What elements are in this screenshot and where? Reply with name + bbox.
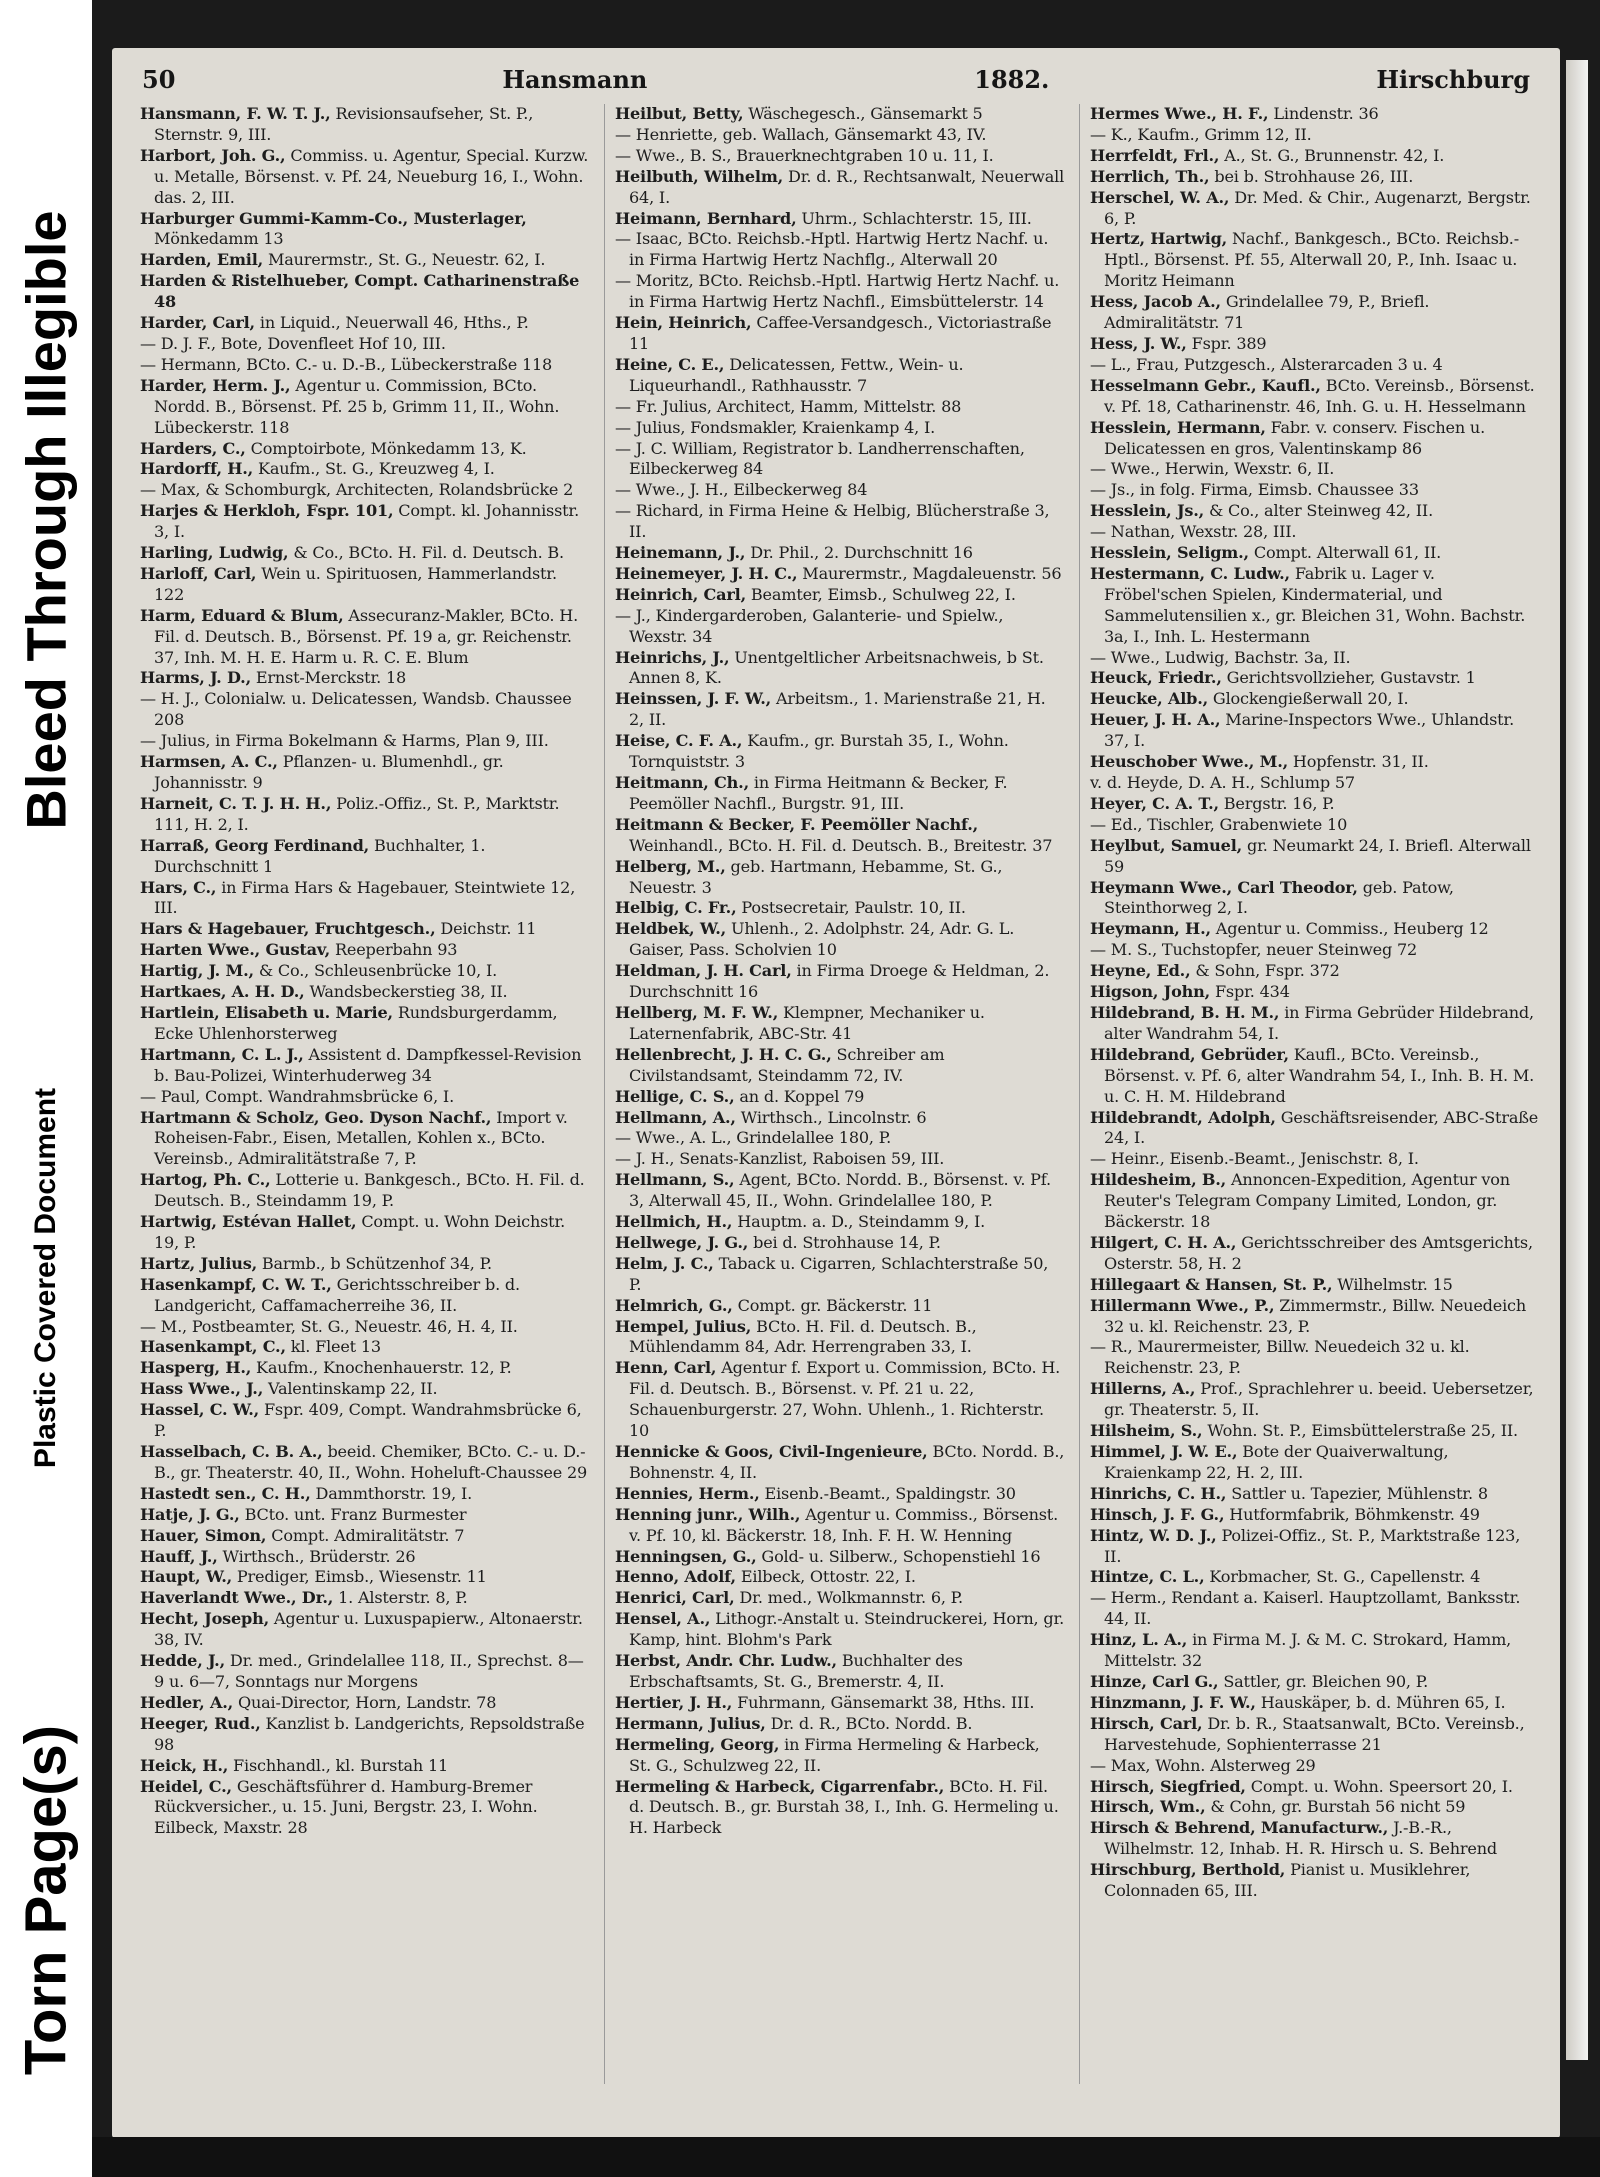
- directory-entry: — Wwe., Herwin, Wexstr. 6, II.: [1090, 459, 1335, 479]
- directory-entry: Heilbuth, Wilhelm, Dr. d. R., Rechtsanwalt, Neuerwall 64, I.: [615, 166, 1065, 207]
- directory-entry: Hermeling & Harbeck, Cigarrenfabr., BCto. H. Fil. d. Deutsch. B., gr. Burstah 38, I., Inh. G. Hermeling u. H. Harbeck: [615, 1776, 1059, 1838]
- directory-entry: — Js., in folg. Firma, Eimsb. Chaussee 33: [1090, 480, 1419, 500]
- directory-entry: Hillerns, A., Prof., Sprachlehrer u. beeid. Uebersetzer, gr. Theaterstr. 5, II.: [1090, 1379, 1534, 1420]
- directory-entry: Harms, J. D., Ernst-Merckstr. 18: [140, 668, 407, 688]
- directory-entry: Hempel, Julius, BCto. H. Fil. d. Deutsch. B., Mühlendamm 84, Adr. Herrengraben 33, I.: [615, 1316, 977, 1357]
- directory-entry: Hansmann, F. W. T. J., Revisionsaufseher, St. P., Sternstr. 9, III.: [140, 104, 534, 144]
- directory-entry: Hennicke & Goos, Civil-Ingenieure, BCto. Nordd. B., Bohnenstr. 4, II.: [615, 1442, 1065, 1482]
- directory-entry: Hartz, Julius, Barmb., b Schützenhof 34, P.: [140, 1253, 492, 1273]
- directory-entry: Harm, Eduard & Blum, Assecuranz-Makler, BCto. H. Fil. d. Deutsch. B., Börsenst. Pf. 19 a, gr. Reichenstr. 37, Inh. M. H. E. Harm u. R. C. E. Blum: [140, 605, 578, 667]
- directory-entry: Heinemeyer, J. H. C., Maurermstr., Magdaleuenstr. 56: [615, 563, 1062, 583]
- directory-entry: — D. J. F., Bote, Dovenfleet Hof 10, III.: [140, 333, 446, 353]
- directory-entry: — Isaac, BCto. Reichsb.-Hptl. Hartwig Hertz Nachf. u. in Firma Hartwig Hertz Nachflg., Alterwall 20: [615, 229, 1049, 270]
- directory-entry: Hatje, J. G., BCto. unt. Franz Burmester: [140, 1504, 467, 1524]
- directory-column-3: [1079, 104, 1540, 2084]
- directory-entry: Heitmann & Becker, F. Peemöller Nachf., Weinhandl., BCto. H. Fil. d. Deutsch. B., Breitestr. 37: [615, 814, 1053, 855]
- directory-entry: Hass Wwe., J., Valentinskamp 22, II.: [140, 1379, 438, 1399]
- directory-entry: Hinrichs, C. H., Sattler u. Tapezier, Mühlenstr. 8: [1090, 1483, 1488, 1503]
- directory-entry: — Richard, in Firma Heine & Helbig, Blücherstraße 3, II.: [615, 501, 1050, 542]
- directory-entry: Hirsch, Carl, Dr. b. R., Staatsanwalt, BCto. Vereinsb., Harvestehude, Sophienterrasse 21: [1090, 1713, 1525, 1754]
- directory-entry: — M., Postbeamter, St. G., Neuestr. 46, H. 4, II.: [140, 1316, 518, 1336]
- directory-entry: — Moritz, BCto. Reichsb.-Hptl. Hartwig Hertz Nachf. u. in Firma Hartwig Hertz Nachfl., Eimsbüttelerstr. 14: [615, 271, 1060, 312]
- directory-entry: Harjes & Herkloh, Fspr. 101, Compt. kl. Johannisstr. 3, I.: [140, 501, 580, 542]
- directory-entry: Harten Wwe., Gustav, Reeperbahn 93: [140, 940, 458, 960]
- directory-entry: Hirsch, Wm., & Cohn, gr. Burstah 56 nicht 59: [1090, 1797, 1466, 1817]
- directory-entry: Heilbut, Betty, Wäschegesch., Gänsemarkt 5: [615, 104, 983, 123]
- directory-entry: Harneit, C. T. J. H. H., Poliz.-Offiz., St. P., Marktstr. 111, H. 2, I.: [140, 793, 560, 834]
- directory-entry: Harders, C., Comptoirbote, Mönkedamm 13, K.: [140, 438, 527, 458]
- directory-entry: Hellmich, H., Hauptm. a. D., Steindamm 9, I.: [615, 1212, 986, 1232]
- directory-entry: Hillegaart & Hansen, St. P., Wilhelmstr. 15: [1090, 1274, 1453, 1294]
- directory-entry: Harden & Ristelhueber, Compt. Catharinenstraße 48: [140, 271, 580, 312]
- page-edge: [1566, 60, 1588, 2060]
- directory-entry: Hirsch & Behrend, Manufacturw., J.-B.-R., Wilhelmstr. 12, Inhab. H. R. Hirsch u. S. Behrend: [1090, 1818, 1497, 1859]
- directory-entry: Hellwege, J. G., bei d. Strohhause 14, P.: [615, 1232, 941, 1252]
- directory-entry: Harmsen, A. C., Pflanzen- u. Blumenhdl., gr. Johannisstr. 9: [140, 752, 504, 792]
- directory-entry: Hartig, J. M., & Co., Schleusenbrücke 10, I.: [140, 961, 498, 981]
- directory-entry: Heldman, J. H. Carl, in Firma Droege & Heldman, 2. Durchschnitt 16: [615, 961, 1050, 1002]
- directory-entry: Hermes Wwe., H. F., Lindenstr. 36: [1090, 104, 1379, 123]
- directory-entry: Hecht, Joseph, Agentur u. Luxuspapierw., Altonaerstr. 38, IV.: [140, 1609, 583, 1650]
- directory-entry: Hildebrand, Gebrüder, Kaufl., BCto. Vereinsb., Börsenst. v. Pf. 6, alter Wandrahm 54, I., Inh. B. H. M. u. C. H. M. Hildebrand: [1090, 1044, 1535, 1106]
- directory-entry: Hess, Jacob A., Grindelallee 79, P., Briefl. Admiralitätstr. 71: [1090, 292, 1430, 333]
- header-left-name: Hansmann: [502, 65, 648, 94]
- page-number: 50: [142, 65, 176, 94]
- directory-entry: Hermann, Julius, Dr. d. R., BCto. Nordd. B.: [615, 1713, 973, 1733]
- bleed-through-illegible-label: Bleed Through Illegible: [14, 210, 78, 830]
- directory-entry: Hilsheim, S., Wohn. St. P., Eimsbüttelerstraße 25, II.: [1090, 1421, 1518, 1441]
- directory-entry: Hartlein, Elisabeth u. Marie, Rundsburgerdamm, Ecke Uhlenhorsterweg: [140, 1002, 558, 1043]
- directory-entry: Helberg, M., geb. Hartmann, Hebamme, St. G., Neuestr. 3: [615, 856, 1003, 897]
- directory-entry: Hellmann, S., Agent, BCto. Nordd. B., Börsenst. v. Pf. 3, Alterwall 45, II., Wohn. Grindelallee 180, P.: [615, 1170, 1051, 1211]
- directory-entry: Hartkaes, A. H. D., Wandsbeckerstieg 38, II.: [140, 982, 508, 1002]
- header-year: 1882.: [974, 65, 1050, 94]
- directory-entry: Hintze, C. L., Korbmacher, St. G., Capellenstr. 4: [1090, 1567, 1481, 1587]
- directory-entry: Hesselmann Gebr., Kaufl., BCto. Vereinsb., Börsenst. v. Pf. 18, Catharinenstr. 46, Inh. G. u. H. Hesselmann: [1090, 375, 1535, 416]
- annotation-sidebar: [0, 0, 92, 2177]
- directory-entry: — R., Maurermeister, Billw. Neuedeich 32 u. kl. Reichenstr. 23, P.: [1090, 1337, 1470, 1378]
- directory-entry: — Fr. Julius, Architect, Hamm, Mittelstr. 88: [615, 396, 962, 416]
- directory-entry: — Max, & Schomburgk, Architecten, Rolandsbrücke 2: [140, 480, 574, 500]
- directory-entry: — Wwe., Ludwig, Bachstr. 3a, II.: [1090, 647, 1351, 667]
- directory-entry: Hess, J. W., Fspr. 389: [1090, 333, 1267, 353]
- directory-entry: Hartmann, C. L. J., Assistent d. Dampfkessel-Revision b. Bau-Polizei, Winterhuderweg 34: [140, 1044, 582, 1085]
- directory-entry: — Nathan, Wexstr. 28, III.: [1090, 522, 1297, 542]
- directory-entry: Heinssen, J. F. W., Arbeitsm., 1. Marienstraße 21, H. 2, II.: [615, 689, 1046, 730]
- directory-entry: Harraß, Georg Ferdinand, Buchhalter, 1. Durchschnitt 1: [140, 835, 486, 876]
- directory-entry: Haupt, W., Prediger, Eimsb., Wiesenstr. 11: [140, 1567, 487, 1587]
- directory-entry: — Hermann, BCto. C.- u. D.-B., Lübeckerstraße 118: [140, 354, 553, 374]
- directory-entry: Herrlich, Th., bei b. Strohhause 26, III.: [1090, 166, 1414, 186]
- directory-entry: Hedler, A., Quai-Director, Horn, Landstr. 78: [140, 1692, 497, 1712]
- directory-column-2: [604, 104, 1065, 2084]
- directory-entry: — M. S., Tuchstopfer, neuer Steinweg 72: [1090, 940, 1418, 960]
- directory-entry: — J., Kindergarderoben, Galanterie- und Spielw., Wexstr. 34: [615, 605, 1004, 646]
- directory-entry: Himmel, J. W. E., Bote der Quaiverwaltung, Kraienkamp 22, H. 2, III.: [1090, 1442, 1449, 1482]
- directory-entry: Hildebrand, B. H. M., in Firma Gebrüder Hildebrand, alter Wandrahm 54, I.: [1090, 1002, 1534, 1043]
- directory-entry: Hilgert, C. H. A., Gerichtsschreiber des Amtsgerichts, Osterstr. 58, H. 2: [1090, 1232, 1533, 1273]
- directory-entry: Hasenkampf, C. W. T., Gerichtsschreiber b. d. Landgericht, Caffamacherreihe 36, II.: [140, 1274, 520, 1315]
- directory-entry: Hintz, W. D. J., Polizei-Offiz., St. P., Marktstraße 123, II.: [1090, 1525, 1521, 1566]
- directory-entry: Heymann, H., Agentur u. Commiss., Heuberg 12: [1090, 919, 1489, 939]
- directory-entry: Hertier, J. H., Fuhrmann, Gänsemarkt 38, Hths. III.: [615, 1692, 1035, 1712]
- page-header: [142, 54, 1530, 94]
- header-right-name: Hirschburg: [1376, 65, 1530, 94]
- directory-entry: Hassel, C. W., Fspr. 409, Compt. Wandrahmsbrücke 6, P.: [140, 1400, 582, 1441]
- directory-entry: Helbig, C. Fr., Postsecretair, Paulstr. 10, II.: [615, 898, 966, 918]
- directory-entry: Hinze, Carl G., Sattler, gr. Bleichen 90, P.: [1090, 1671, 1428, 1691]
- directory-entry: Hardorff, H., Kaufm., St. G., Kreuzweg 4, I.: [140, 459, 495, 479]
- directory-entry: — Heinr., Eisenb.-Beamt., Jenischstr. 8, I.: [1090, 1149, 1419, 1169]
- directory-entry: Hinz, L. A., in Firma M. J. & M. C. Strokard, Hamm, Mittelstr. 32: [1090, 1630, 1512, 1671]
- directory-entry: Hestermann, C. Ludw., Fabrik u. Lager v. Fröbel'schen Spielen, Kindermaterial, und Sammelutensilien x., gr. Bleichen 31, Wohn. Bachstr. 3a, I., Inh. L. Hestermann: [1090, 563, 1526, 646]
- directory-entry: Hellenbrecht, J. H. C. G., Schreiber am Civilstandsamt, Steindamm 72, IV.: [615, 1044, 945, 1085]
- directory-entry: Harloff, Carl, Wein u. Spirituosen, Hammerlandstr. 122: [140, 563, 557, 604]
- directory-entry: Higson, John, Fspr. 434: [1090, 982, 1290, 1002]
- directory-entry: Heyer, C. A. T., Bergstr. 16, P.: [1090, 793, 1335, 813]
- directory-entry: Heuck, Friedr., Gerichtsvollzieher, Gustavstr. 1: [1090, 668, 1476, 688]
- directory-entry: — Julius, Fondsmakler, Kraienkamp 4, I.: [615, 417, 936, 437]
- directory-entry: Heinrich, Carl, Beamter, Eimsb., Schulweg 22, I.: [615, 584, 1016, 604]
- torn-pages-label: Torn Page(s): [13, 1724, 79, 2076]
- directory-entry: — Paul, Compt. Wandrahmsbrücke 6, I.: [140, 1086, 455, 1106]
- directory-entry: Hartwig, Estévan Hallet, Compt. u. Wohn Deichstr. 19, P.: [140, 1212, 566, 1252]
- directory-entry: Hars & Hagebauer, Fruchtgesch., Deichstr. 11: [140, 919, 537, 939]
- directory-entry: Herschel, W. A., Dr. Med. & Chir., Augenarzt, Bergstr. 6, P.: [1090, 187, 1531, 228]
- directory-entry: — Julius, in Firma Bokelmann & Harms, Plan 9, III.: [140, 731, 549, 751]
- directory-entry: Henning junr., Wilh., Agentur u. Commiss., Börsenst. v. Pf. 10, kl. Bäckerstr. 18, Inh. F. H. W. Henning: [615, 1504, 1058, 1545]
- directory-entry: Henrici, Carl, Dr. med., Wolkmannstr. 6, P.: [615, 1588, 963, 1608]
- directory-entry: Henningsen, G., Gold- u. Silberw., Schopenstiehl 16: [615, 1546, 1041, 1566]
- directory-entry: Heeger, Rud., Kanzlist b. Landgerichts, Repsoldstraße 98: [140, 1713, 585, 1754]
- directory-entry: Hein, Heinrich, Caffee-Versandgesch., Victoriastraße 11: [615, 313, 1052, 353]
- directory-entry: Hesslein, Js., & Co., alter Steinweg 42, II.: [1090, 501, 1433, 521]
- directory-entry: Heuer, J. H. A., Marine-Inspectors Wwe., Uhlandstr. 37, I.: [1090, 710, 1515, 751]
- directory-entry: Heise, C. F. A., Kaufm., gr. Burstah 35, I., Wohn. Tornquiststr. 3: [615, 731, 1009, 772]
- directory-entry: Heick, H., Fischhandl., kl. Burstah 11: [140, 1755, 449, 1775]
- directory-entry: — H. J., Colonialw. u. Delicatessen, Wandsb. Chaussee 208: [140, 689, 572, 730]
- directory-entry: Heymann Wwe., Carl Theodor, geb. Patow, Steinthorweg 2, I.: [1090, 877, 1454, 918]
- directory-entry: Hauer, Simon, Compt. Admiralitätstr. 7: [140, 1525, 465, 1545]
- directory-entry: Hartog, Ph. C., Lotterie u. Bankgesch., BCto. H. Fil. d. Deutsch. B., Steindamm 19, P.: [140, 1170, 585, 1211]
- scanned-page: [112, 48, 1560, 2138]
- directory-entry: Hellmann, A., Wirthsch., Lincolnstr. 6: [615, 1107, 927, 1127]
- directory-entry: Heldbek, W., Uhlenh., 2. Adolphstr. 24, Adr. G. L. Gaiser, Pass. Scholvien 10: [615, 919, 1015, 960]
- directory-entry: Hasenkampt, C., kl. Fleet 13: [140, 1337, 381, 1357]
- directory-entry: — Henriette, geb. Wallach, Gänsemarkt 43, IV.: [615, 124, 987, 144]
- directory-column-1: [140, 104, 590, 2084]
- directory-entry: Helm, J. C., Taback u. Cigarren, Schlachterstraße 50, P.: [615, 1253, 1049, 1294]
- directory-entry: Heitmann, Ch., in Firma Heitmann & Becker, F. Peemöller Nachfl., Burgstr. 91, III.: [615, 773, 1008, 813]
- directory-entry: Hastedt sen., C. H., Dammthorstr. 19, I.: [140, 1483, 473, 1503]
- directory-entry: Hellige, C. S., an d. Koppel 79: [615, 1086, 865, 1106]
- directory-entry: Haverlandt Wwe., Dr., 1. Alsterstr. 8, P.: [140, 1588, 468, 1608]
- directory-entry: Herrfeldt, Frl., A., St. G., Brunnenstr. 42, I.: [1090, 145, 1445, 165]
- plastic-covered-document-label: Plastic Covered Document: [29, 1087, 62, 1469]
- directory-entry: — K., Kaufm., Grimm 12, II.: [1090, 124, 1312, 144]
- directory-entry: Harder, Carl, in Liquid., Neuerwall 46, Hths., P.: [140, 313, 529, 333]
- directory-entry: Heimann, Bernhard, Uhrm., Schlachterstr. 15, III.: [615, 208, 1032, 228]
- directory-entry: Henno, Adolf, Eilbeck, Ottostr. 22, I.: [615, 1567, 916, 1587]
- directory-entry: v. d. Heyde, D. A. H., Schlump 57: [1090, 773, 1355, 792]
- directory-entry: — J. C. William, Registrator b. Landherrenschaften, Eilbeckerweg 84: [615, 438, 1025, 479]
- directory-entry: Heinrichs, J., Unentgeltlicher Arbeitsnachweis, b St. Annen 8, K.: [615, 647, 1044, 688]
- directory-entry: — L., Frau, Putzgesch., Alsterarcaden 3 u. 4: [1090, 354, 1443, 374]
- directory-entry: Hildesheim, B., Annoncen-Expedition, Agentur von Reuter's Telegram Company Limited, London, gr. Bäckerstr. 18: [1090, 1170, 1510, 1232]
- directory-columns: [140, 104, 1540, 2084]
- directory-entry: — Wwe., J. H., Eilbeckerweg 84: [615, 480, 868, 500]
- directory-entry: Hedde, J., Dr. med., Grindelallee 118, II., Sprechst. 8—9 u. 6—7, Sonntags nur Morgens: [140, 1651, 584, 1691]
- directory-entry: — J. H., Senats-Kanzlist, Raboisen 59, III.: [615, 1149, 945, 1169]
- directory-entry: Henn, Carl, Agentur f. Export u. Commission, BCto. H. Fil. d. Deutsch. B., Börsenst. v. Pf. 21 u. 22, Schauenburgerstr. 27, Wohn. Uhlenh., 1. Richterstr. 10: [615, 1358, 1061, 1441]
- directory-entry: — Wwe., A. L., Grindelallee 180, P.: [615, 1128, 892, 1148]
- directory-entry: Hildebrandt, Adolph, Geschäftsreisender, ABC-Straße 24, I.: [1090, 1107, 1539, 1148]
- directory-entry: Harbort, Joh. G., Commiss. u. Agentur, Special. Kurzw. u. Metalle, Börsenst. v. Pf. 24, Neueburg 16, I., Wohn. das. 2, III.: [140, 145, 589, 207]
- directory-entry: Hinzmann, J. F. W., Hauskäper, b. d. Mühren 65, I.: [1090, 1692, 1506, 1712]
- directory-entry: — Wwe., B. S., Brauerknechtgraben 10 u. 11, I.: [615, 145, 994, 165]
- directory-entry: Hartmann & Scholz, Geo. Dyson Nachf., Import v. Roheisen-Fabr., Eisen, Metallen, Kohlen x., BCto. Vereinsb., Admiralitätstraße 7, P.: [140, 1107, 568, 1169]
- directory-entry: Herbst, Andr. Chr. Ludw., Buchhalter des Erbschaftsamts, St. G., Bremerstr. 4, II.: [615, 1651, 963, 1691]
- directory-entry: Harling, Ludwig, & Co., BCto. H. Fil. d. Deutsch. B.: [140, 543, 564, 563]
- directory-entry: Harburger Gummi-Kamm-Co., Musterlager, Mönkedamm 13: [140, 208, 527, 249]
- directory-entry: Hasperg, H., Kaufm., Knochenhauerstr. 12, P.: [140, 1358, 512, 1378]
- directory-entry: Hasselbach, C. B. A., beeid. Chemiker, BCto. C.- u. D.-B., gr. Theaterstr. 40, II., Wohn. Hoheluft-Chaussee 29: [140, 1442, 588, 1482]
- directory-entry: Heucke, Alb., Glockengießerwall 20, I.: [1090, 689, 1409, 709]
- directory-entry: Harden, Emil, Maurermstr., St. G., Neuestr. 62, I.: [140, 250, 546, 270]
- directory-entry: Hellberg, M. F. W., Klempner, Mechaniker u. Laternenfabrik, ABC-Str. 41: [615, 1002, 985, 1043]
- directory-entry: Harder, Herm. J., Agentur u. Commission, BCto. Nordd. B., Börsenst. Pf. 25 b, Grimm 11, II., Wohn. Lübeckerstr. 118: [140, 375, 560, 437]
- directory-entry: Hillermann Wwe., P., Zimmermstr., Billw. Neuedeich 32 u. kl. Reichenstr. 23, P.: [1090, 1295, 1527, 1336]
- directory-entry: Hertz, Hartwig, Nachf., Bankgesch., BCto. Reichsb.-Hptl., Börsenst. Pf. 55, Alterwall 20, P., Inh. Isaac u. Moritz Heimann: [1090, 229, 1519, 291]
- directory-entry: — Herm., Rendant a. Kaiserl. Hauptzollamt, Banksstr. 44, II.: [1090, 1588, 1521, 1629]
- scan-border: [92, 2137, 1600, 2177]
- directory-entry: — Ed., Tischler, Grabenwiete 10: [1090, 814, 1348, 834]
- directory-entry: Hinsch, J. F. G., Hutformfabrik, Böhmkenstr. 49: [1090, 1504, 1480, 1524]
- directory-entry: Hesslein, Hermann, Fabr. v. conserv. Fischen u. Delicatessen en gros, Valentinskamp 86: [1090, 417, 1485, 458]
- directory-entry: Heylbut, Samuel, gr. Neumarkt 24, I. Briefl. Alterwall 59: [1090, 835, 1531, 876]
- directory-entry: Hermeling, Georg, in Firma Hermeling & Harbeck, St. G., Schulzweg 22, II.: [615, 1734, 1040, 1775]
- directory-entry: Hensel, A., Lithogr.-Anstalt u. Steindruckerei, Horn, gr. Kamp, hint. Blohm's Park: [615, 1609, 1065, 1650]
- directory-entry: Helmrich, G., Compt. gr. Bäckerstr. 11: [615, 1295, 933, 1315]
- directory-entry: Heidel, C., Geschäftsführer d. Hamburg-Bremer Rückversicher., u. 15. Juni, Bergstr. 23, I. Wohn. Eilbeck, Maxstr. 28: [140, 1776, 538, 1838]
- directory-entry: Heine, C. E., Delicatessen, Fettw., Wein- u. Liqueurhandl., Rathhausstr. 7: [615, 354, 964, 395]
- directory-entry: Hirsch, Siegfried, Compt. u. Wohn. Speersort 20, I.: [1090, 1776, 1513, 1796]
- directory-entry: Heuschober Wwe., M., Hopfenstr. 31, II.: [1090, 752, 1429, 772]
- directory-entry: Hennies, Herm., Eisenb.-Beamt., Spaldingstr. 30: [615, 1483, 1016, 1503]
- directory-entry: Hauff, J., Wirthsch., Brüderstr. 26: [140, 1546, 416, 1566]
- directory-entry: Heyne, Ed., & Sohn, Fspr. 372: [1090, 961, 1340, 981]
- directory-entry: Hirschburg, Berthold, Pianist u. Musiklehrer, Colonnaden 65, III.: [1090, 1860, 1471, 1901]
- directory-entry: Heinemann, J., Dr. Phil., 2. Durchschnitt 16: [615, 543, 973, 563]
- directory-entry: Hesslein, Seligm., Compt. Alterwall 61, II.: [1090, 543, 1442, 563]
- directory-entry: — Max, Wohn. Alsterweg 29: [1090, 1755, 1316, 1775]
- directory-entry: Hars, C., in Firma Hars & Hagebauer, Steintwiete 12, III.: [140, 877, 576, 918]
